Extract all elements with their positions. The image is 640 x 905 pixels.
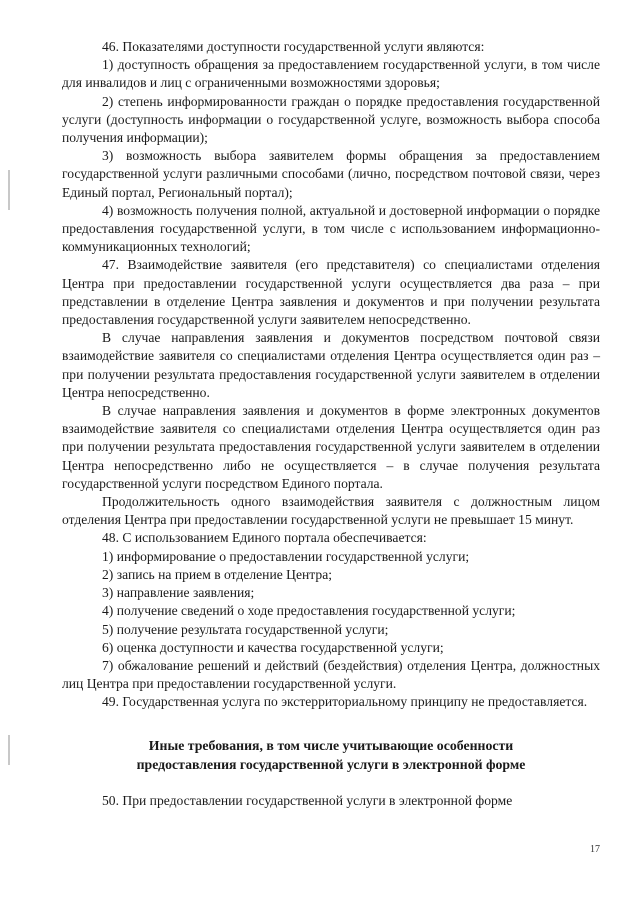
paragraph-47-postal: В случае направления заявления и документов посредством почтовой связи взаимодействие заявителя со специалистами отделения Центра осуществляется один раз – при получении результата предоставления государственной услуги заявителем в отделении Центра непосредственно. (62, 330, 600, 400)
document-page (62, 38, 600, 810)
paragraph-49: 49. Государственная услуга по экстерриториальному принципу не предоставляется. (102, 694, 588, 710)
paragraph-47-duration: Продолжительность одного взаимодействия заявителя с должностным лицом отделения Центра при предоставлении государственной услуги не превышает 15 минут. (62, 494, 600, 528)
list-item-48-3: 3) направление заявления; (102, 585, 255, 601)
list-item-46-1: 1) доступность обращения за предоставлением государственной услуги, в том числе для инвалидов и лиц с ограниченными возможностями здоровья; (62, 57, 600, 91)
section-heading (62, 736, 600, 774)
list-item-46-4: 4) возможность получения полной, актуальной и достоверной информации о порядке предоставления государственной услуги, в том числе с использованием информационно-коммуникационных технологий; (62, 202, 600, 255)
section-heading-line-1: Иные требования, в том числе учитывающие особенности (148, 737, 514, 753)
section-heading-line-2: предоставления государственной услуги в электронной форме (136, 756, 526, 772)
paragraph-46: 46. Показателями доступности государственной услуги являются: (102, 39, 485, 54)
list-item-46-3: 3) возможность выбора заявителем формы обращения за предоставлением государственной услуги различными способами (лично, посредством почтовой связи, через Единый портал, Региональный портал); (62, 148, 600, 200)
margin-scan-mark-top (8, 170, 10, 210)
paragraph-50: 50. При предоставлении государственной услуги в электронной форме (102, 792, 513, 808)
paragraph-47: 47. Взаимодействие заявителя (его представителя) со специалистами отделения Центра при предоставлении государственной услуги осуществляется два раза – при представлении в отделение Центра заявления и документов и при получении результата предоставления государственной услуги заявителем непосредственно. (62, 257, 600, 328)
list-item-48-2: 2) запись на прием в отделение Центра; (102, 566, 332, 582)
margin-scan-mark-bottom (8, 735, 10, 765)
list-item-48-5: 5) получение результата государственной услуги; (102, 621, 389, 637)
list-item-46-2: 2) степень информированности граждан о порядке предоставления государственной услуги (доступность информации о государственной услуге, возможность выбора способа получения информации); (62, 93, 600, 146)
page-number: 17 (590, 844, 600, 855)
list-item-48-1: 1) информирование о предоставлении государственной услуги; (102, 548, 470, 564)
list-item-48-4: 4) получение сведений о ходе предоставления государственной услуги; (102, 603, 516, 619)
list-item-48-6: 6) оценка доступности и качества государственной услуги; (102, 639, 444, 655)
list-item-48-7: 7) обжалование решений и действий (бездействия) отделения Центра, должностных лиц Центра при предоставлении государственной услуги. (62, 657, 600, 692)
paragraph-48: 48. С использованием Единого портала обеспечивается: (102, 530, 427, 546)
paragraph-47-electronic: В случае направления заявления и документов в форме электронных документов взаимодействие заявителя со специалистами отделения Центра осуществляется один раз при получении результата предоставления государственной услуги заявителем в отделении Центра непосредственно либо не осуществляется – в случае получения результата государственной услуги посредством Единого портала. (62, 403, 600, 491)
